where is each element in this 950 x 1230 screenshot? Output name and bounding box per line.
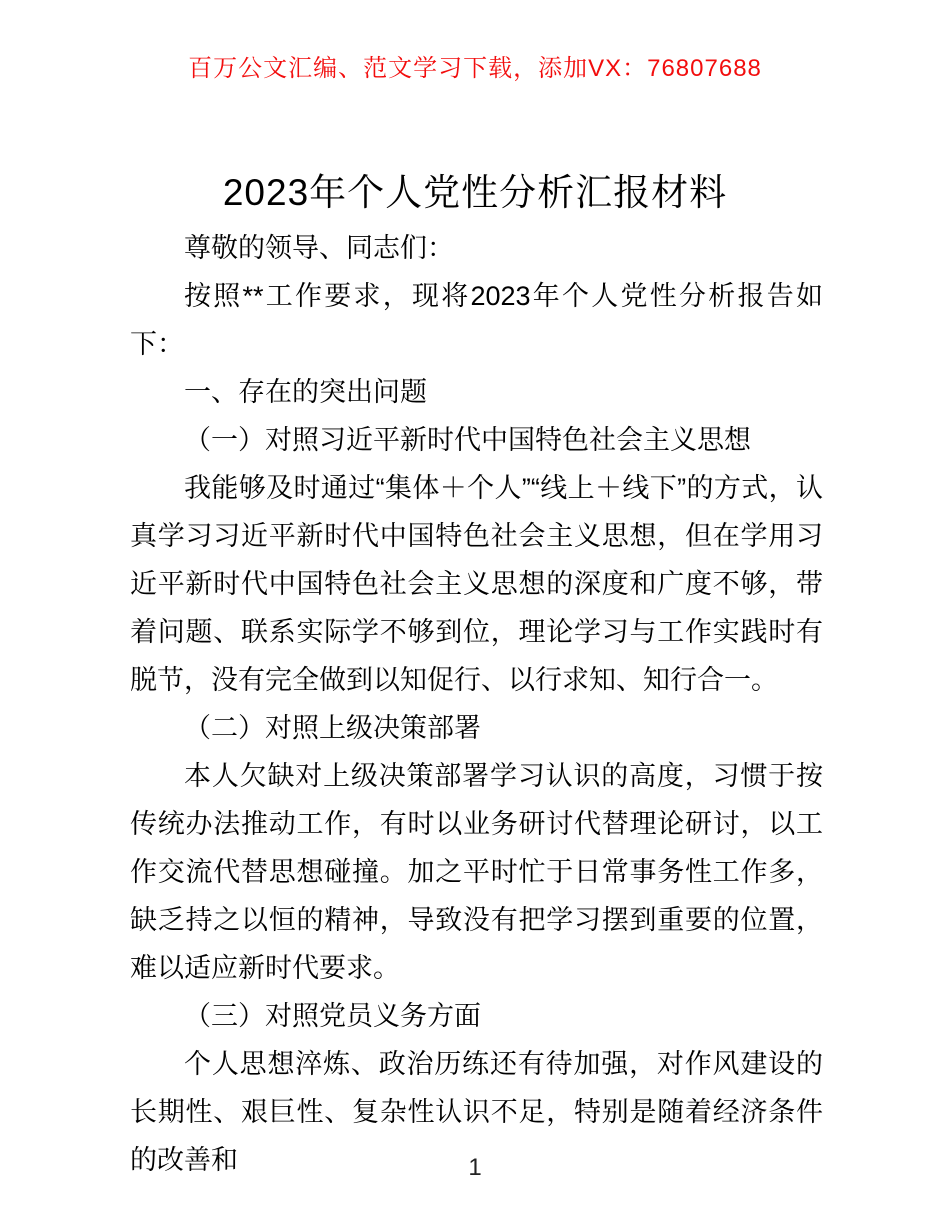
- heading-section-1: 一、存在的突出问题: [184, 377, 427, 407]
- heading-subsection-1: （一）对照习近平新时代中国特色社会主义思想: [184, 425, 751, 455]
- page-number: 1: [468, 1154, 482, 1181]
- document-body: [130, 224, 823, 1184]
- heading-subsection-2: （二）对照上级决策部署: [184, 713, 481, 743]
- paragraph-body-3: 个人思想淬炼、政治历练还有待加强，对作风建设的长期性、艰巨性、复杂性认识不足，特别是随着经济条件的改善和: [130, 1049, 823, 1175]
- paragraph-body-1: 我能够及时通过“集体＋个人”“线上＋线下”的方式，认真学习习近平新时代中国特色社会主义思想，但在学用习近平新时代中国特色社会主义思想的深度和广度不够，带着问题、联系实际学不够到位，理论学习与工作实践时有脱节，没有完全做到以知促行、以行求知、知行合一。: [130, 473, 823, 695]
- paragraph-intro: 按照**工作要求，现将2023年个人党性分析报告如下：: [130, 281, 823, 359]
- paragraph-salutation: 尊敬的领导、同志们：: [184, 233, 454, 263]
- document-title: 2023年个人党性分析汇报材料: [222, 172, 728, 213]
- paragraph-body-2: 本人欠缺对上级决策部署学习认识的高度，习惯于按传统办法推动工作，有时以业务研讨代替理论研讨，以工作交流代替思想碰撞。加之平时忙于日常事务性工作多，缺乏持之以恒的精神，导致没有把学习摆到重要的位置，难以适应新时代要求。: [130, 761, 823, 983]
- heading-subsection-3: （三）对照党员义务方面: [184, 1001, 481, 1031]
- promo-notice: 百万公文汇编、范文学习下载，添加VX：76807688: [188, 55, 762, 82]
